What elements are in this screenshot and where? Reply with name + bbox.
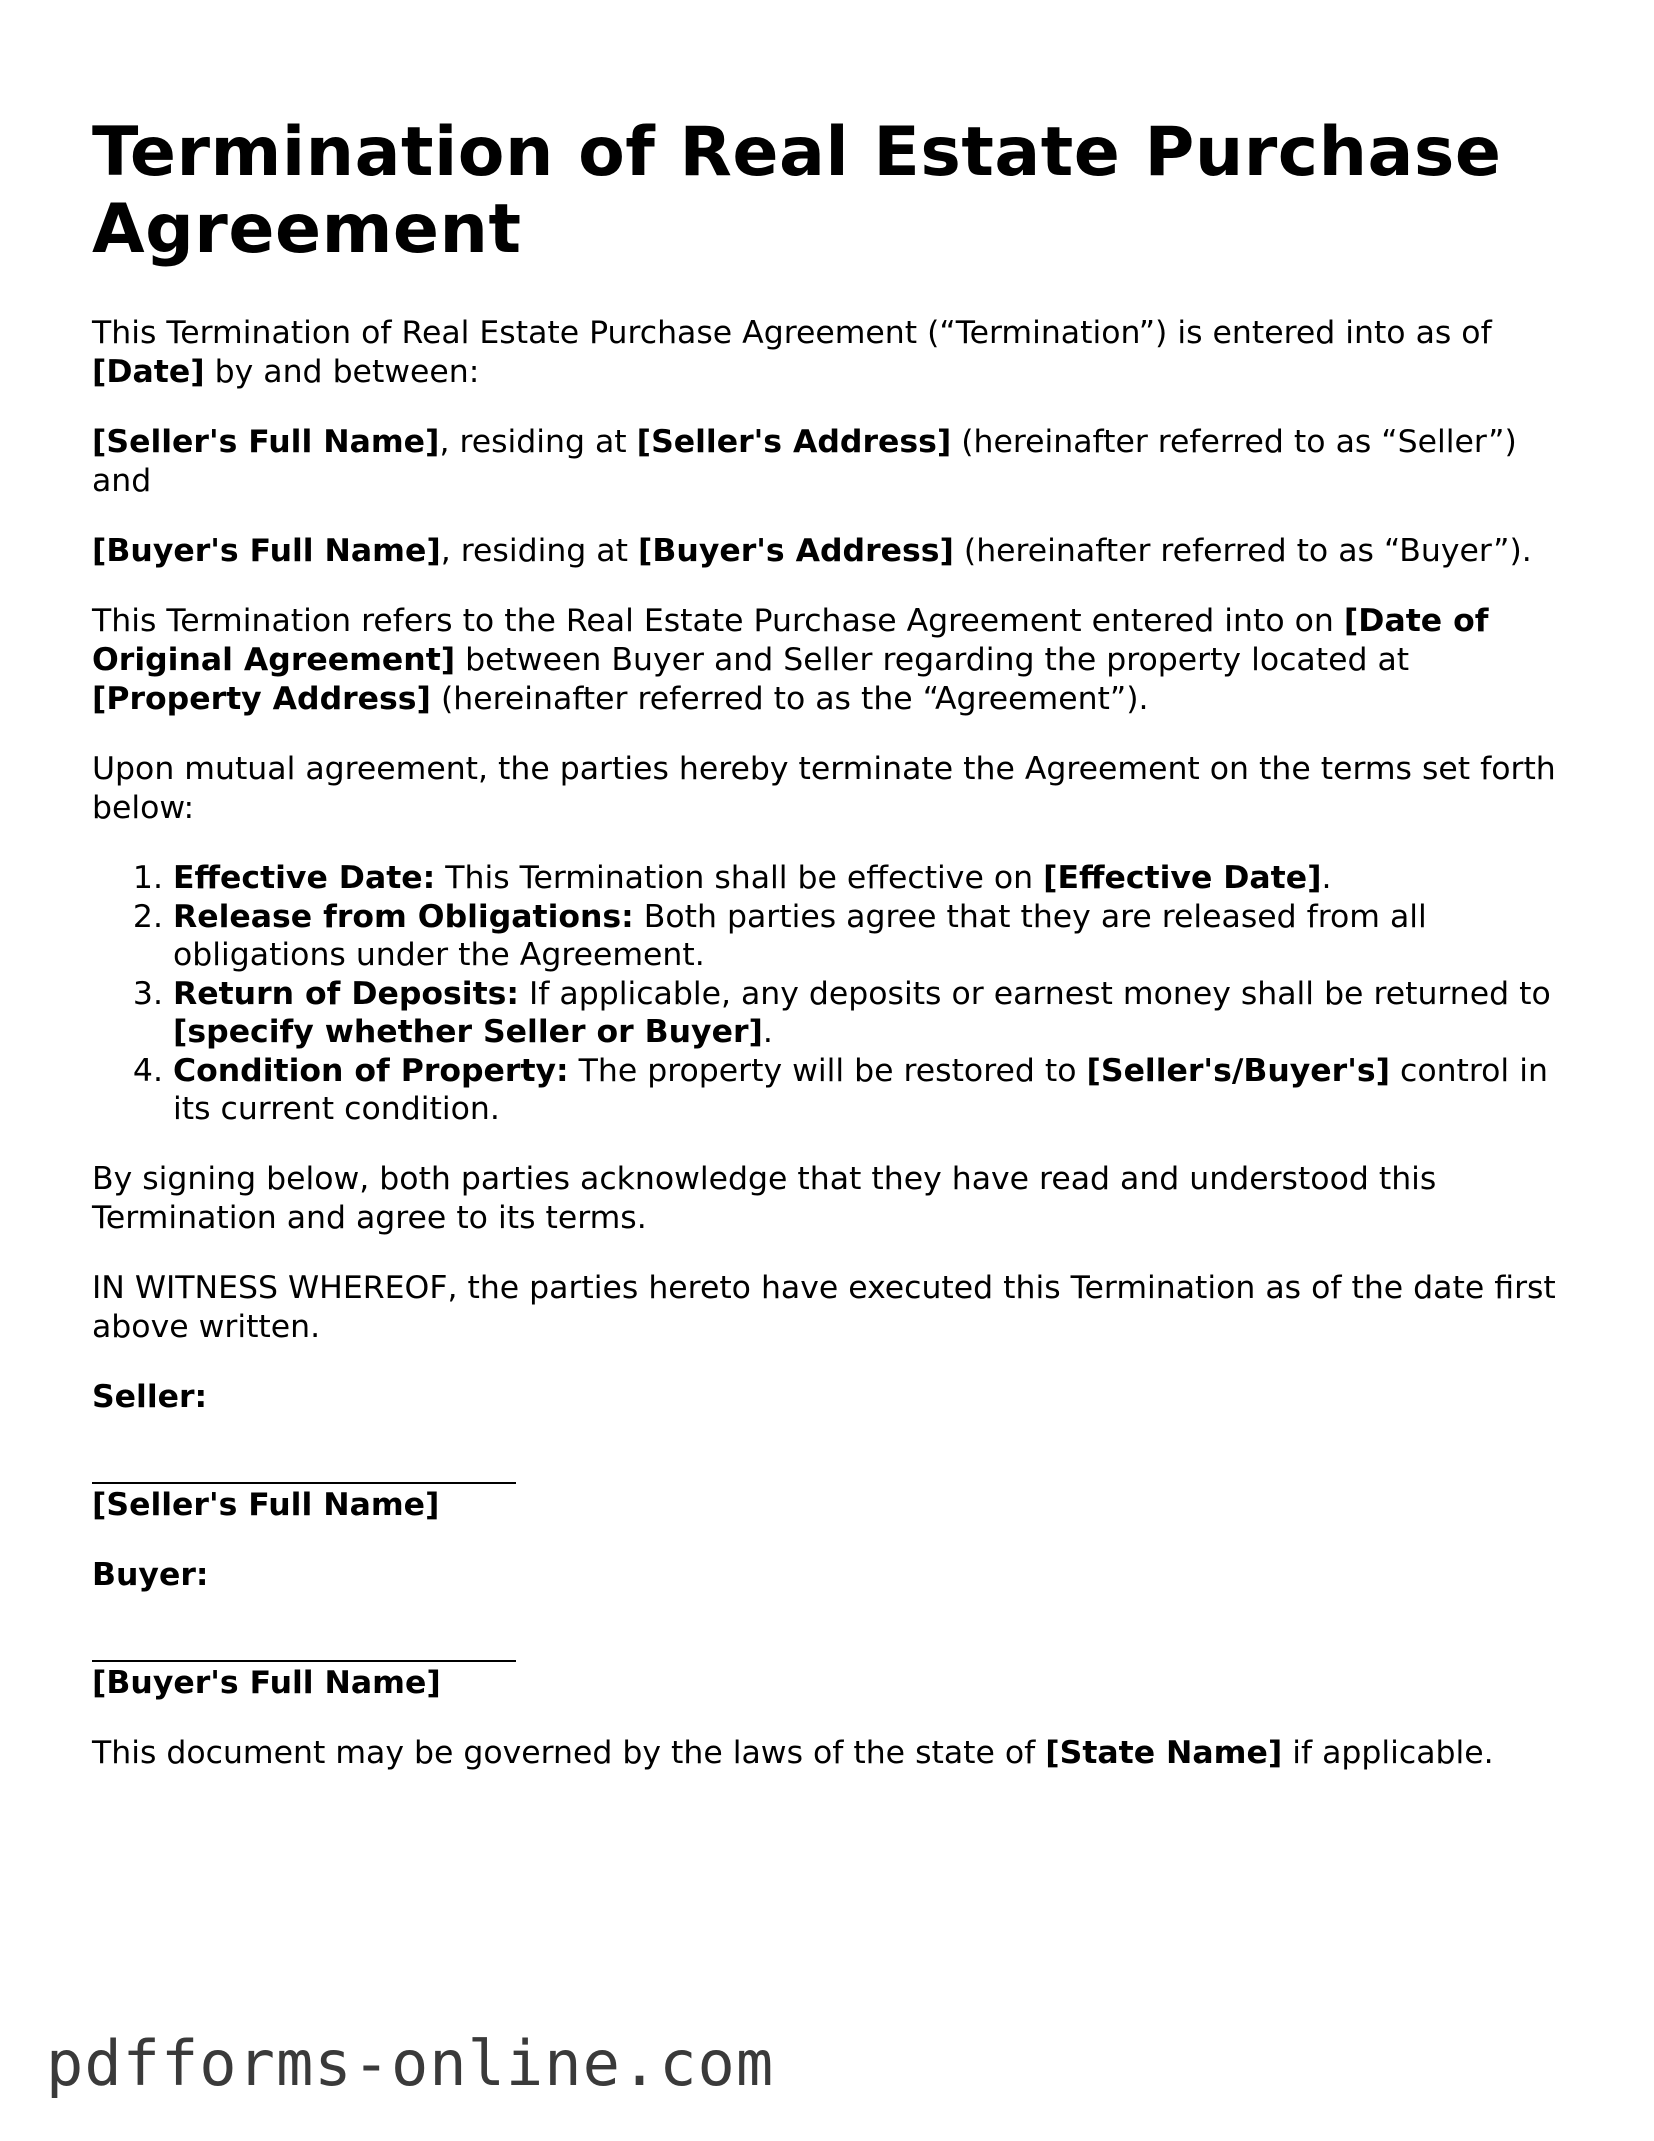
- term-text: If applicable, any deposits or earnest money shall be returned to: [519, 975, 1551, 1012]
- seller-signature-name-text: [Seller's Full Name]: [92, 1486, 440, 1523]
- buyer-party-paragraph: [92, 532, 1572, 571]
- term-label: Release from Obligations:: [173, 898, 634, 935]
- term-label: Return of Deposits:: [173, 975, 519, 1012]
- governing-law-paragraph: [92, 1734, 1572, 1773]
- intro-text-1: This Termination of Real Estate Purchase Agreement (“Termination”) is entered into as of: [92, 315, 1492, 351]
- term-text: The property will be restored to: [568, 1052, 1087, 1089]
- term-item-deposits: [173, 975, 1572, 1052]
- buyer-signature-label: [92, 1556, 1572, 1595]
- witness-paragraph: IN WITNESS WHEREOF, the parties hereto have executed this Termination as of the date first above written.: [92, 1269, 1556, 1345]
- seller-signature-label: [92, 1378, 1572, 1417]
- site-watermark: pdfforms-online.com: [46, 2027, 775, 2100]
- seller-party-paragraph: [92, 423, 1572, 501]
- document-page: [92, 114, 1572, 1804]
- property-address-field: [Property Address]: [92, 681, 431, 717]
- term-field: [Seller's/Buyer's]: [1086, 1052, 1390, 1089]
- reference-text-1: This Termination refers to the Real Estate Purchase Agreement entered into on: [92, 603, 1344, 639]
- term-text-end: .: [762, 1014, 773, 1050]
- state-name-field: [State Name]: [1045, 1734, 1283, 1771]
- buyer-signature-line[interactable]: [92, 1640, 516, 1662]
- intro-text-2: by and between:: [204, 354, 480, 390]
- reference-paragraph: [92, 602, 1572, 719]
- mutual-agreement-paragraph: Upon mutual agreement, the parties hereby terminate the Agreement on the terms set forth below:: [92, 751, 1556, 826]
- buyer-text-1: , residing at: [440, 533, 638, 569]
- governing-text-1: This document may be governed by the laws of the state of: [92, 1734, 1046, 1771]
- term-label: Effective Date:: [173, 860, 436, 896]
- term-field: [Effective Date]: [1043, 860, 1322, 896]
- seller-label-text: Seller:: [92, 1378, 208, 1415]
- term-text: Both parties agree that they are released from all obligations under the Agreement.: [173, 898, 1427, 973]
- acknowledge-paragraph: By signing below, both parties acknowledge that they have read and understood this Termination and agree to its terms.: [92, 1160, 1437, 1236]
- seller-name-field: [Seller's Full Name]: [92, 424, 440, 460]
- seller-text-1: , residing at: [439, 424, 637, 460]
- original-date-field: [Date of Original Agreement]: [92, 603, 1489, 678]
- term-text: This Termination shall be effective on: [435, 860, 1044, 896]
- reference-text-3: (hereinafter referred to as the “Agreement”).: [430, 681, 1149, 717]
- terms-list: [92, 859, 1572, 1129]
- term-label: Condition of Property:: [173, 1052, 569, 1089]
- buyer-label-text: Buyer:: [92, 1556, 209, 1593]
- term-field: [specify whether Seller or Buyer]: [173, 1014, 763, 1050]
- term-item-effective-date: [173, 859, 1572, 898]
- seller-address-field: [Seller's Address]: [636, 424, 952, 460]
- buyer-name-field: [Buyer's Full Name]: [92, 533, 441, 569]
- term-item-release: [173, 898, 1572, 975]
- term-text-end: control in its current condition.: [173, 1052, 1548, 1127]
- document-title: Termination of Real Estate Purchase Agreement: [92, 113, 1502, 269]
- reference-text-2: between Buyer and Seller regarding the property located at: [455, 642, 1410, 678]
- term-item-condition: [173, 1052, 1572, 1129]
- buyer-text-2: (hereinafter referred to as “Buyer”).: [953, 533, 1532, 569]
- seller-signature-name: [92, 1486, 1572, 1525]
- date-field: [Date]: [92, 354, 205, 390]
- seller-signature-line[interactable]: [92, 1462, 516, 1484]
- buyer-address-field: [Buyer's Address]: [637, 533, 954, 569]
- buyer-signature-name-text: [Buyer's Full Name]: [92, 1664, 441, 1701]
- term-text-end: .: [1321, 860, 1332, 896]
- seller-text-2: (hereinafter referred to as “Seller”) and: [92, 424, 1517, 499]
- governing-text-2: if applicable.: [1282, 1734, 1494, 1771]
- buyer-signature-name: [92, 1664, 1572, 1703]
- intro-paragraph: [92, 314, 1572, 392]
